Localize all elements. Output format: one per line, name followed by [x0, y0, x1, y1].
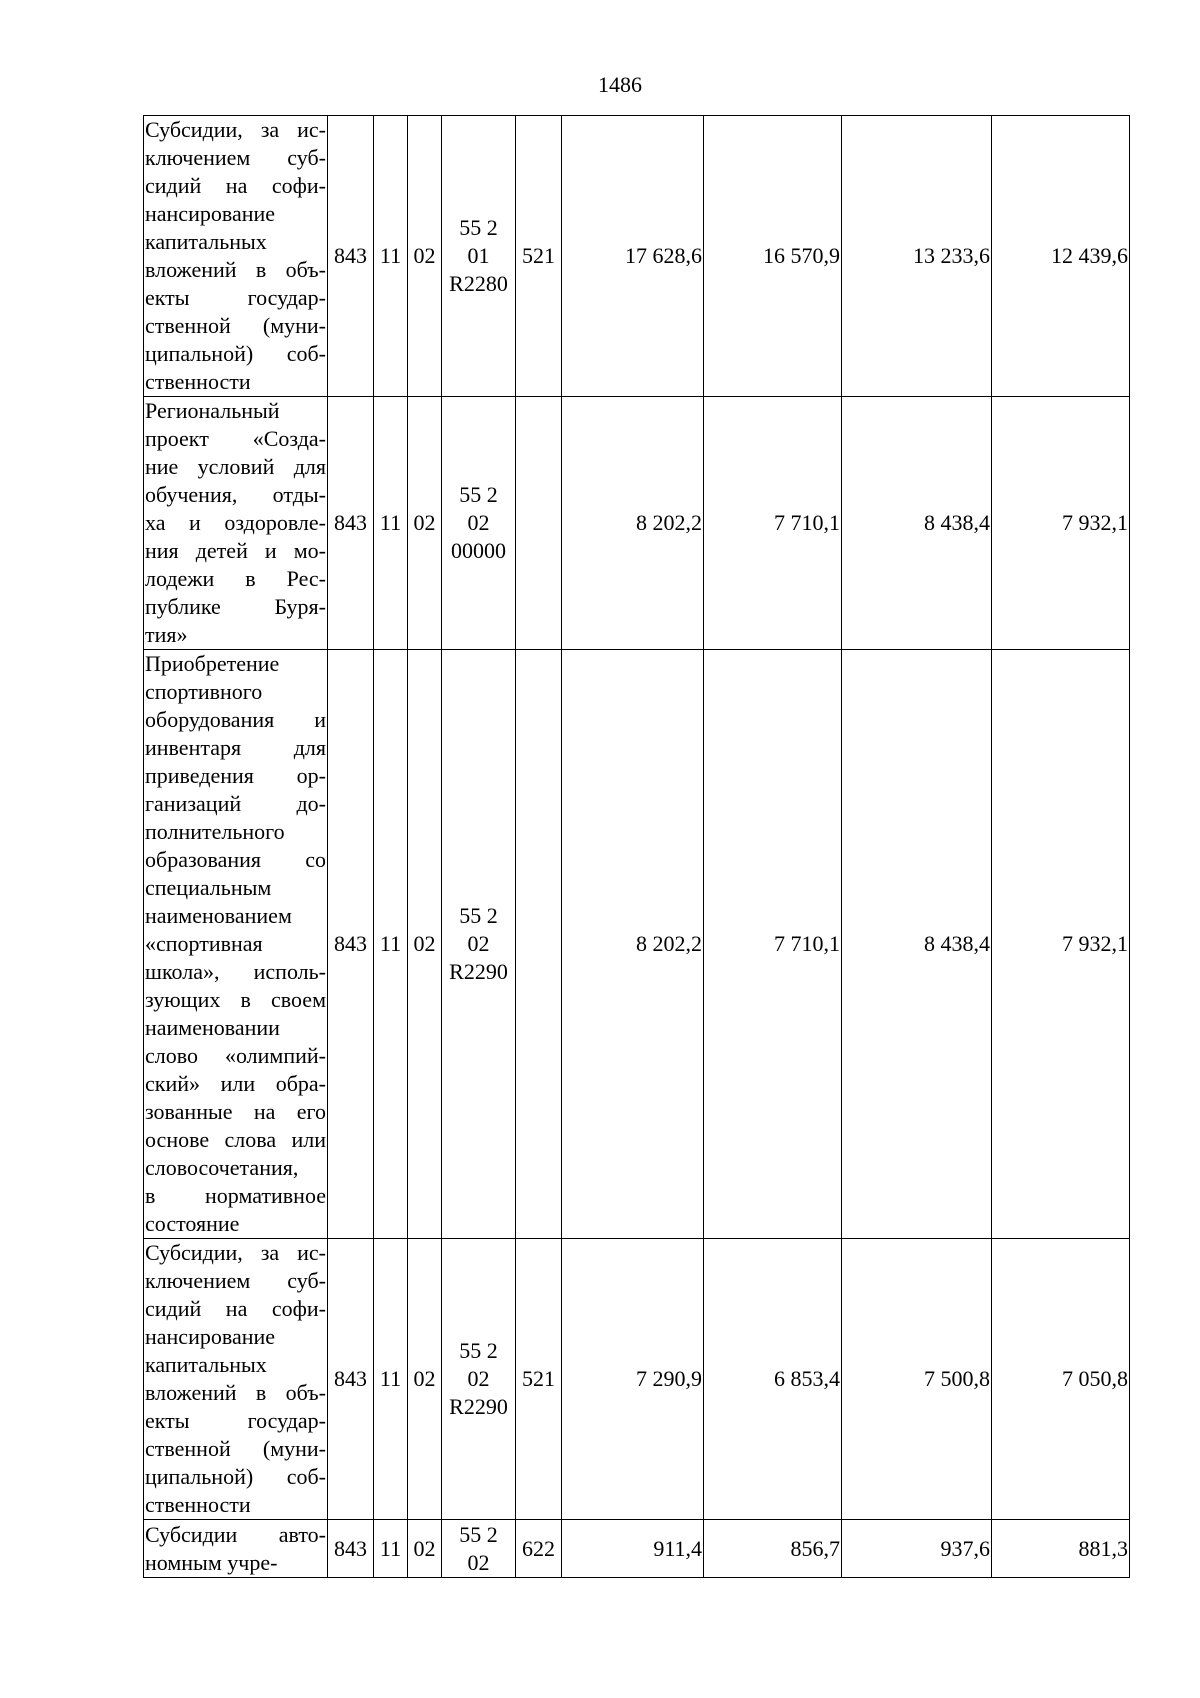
row-name-line: ский» или обра- — [145, 1071, 326, 1096]
row-name-line: ственности — [145, 1492, 251, 1517]
amount-cell-3: 937,6 — [842, 1520, 992, 1578]
target-article-line: 02 — [467, 1366, 490, 1391]
row-name-line: в нормативное — [145, 1183, 326, 1208]
admin-code-cell: 843 — [328, 1520, 374, 1578]
target-article-cell — [442, 650, 516, 1239]
row-name-line: приведения ор- — [145, 763, 326, 788]
amount-cell-1: 8 202,2 — [562, 650, 704, 1239]
target-article-line: 55 2 — [459, 1521, 498, 1547]
row-name-cell — [144, 397, 328, 650]
row-name-line: спортивного — [145, 679, 263, 704]
row-name-line: лодежи в Рес- — [145, 566, 326, 591]
section-code-cell: 11 — [374, 1520, 408, 1578]
amount-cell-3: 13 233,6 — [842, 116, 992, 397]
amount-cell-3: 8 438,4 — [842, 650, 992, 1239]
amount-cell-1: 7 290,9 — [562, 1239, 704, 1520]
target-article-cell — [442, 1520, 516, 1578]
row-name-cell — [144, 1239, 328, 1520]
row-name-cell — [144, 650, 328, 1239]
subsection-code-cell: 02 — [408, 650, 442, 1239]
row-name-line: ственной (муни- — [145, 1436, 326, 1461]
row-name-line: ха и оздоровле- — [145, 510, 326, 535]
expense-type-cell — [516, 650, 562, 1239]
table-row — [144, 116, 1130, 397]
row-name-line: слово «олимпий- — [145, 1043, 326, 1068]
target-article-cell — [442, 116, 516, 397]
row-name-cell — [144, 116, 328, 397]
row-name-line: нансирование — [145, 201, 276, 226]
row-name-line: полнительного — [145, 819, 285, 844]
row-name-line: екты государ- — [145, 285, 326, 310]
row-name-line: ственной (муни- — [145, 313, 326, 338]
budget-table — [143, 115, 1130, 1578]
section-code-cell: 11 — [374, 116, 408, 397]
subsection-code-cell: 02 — [408, 116, 442, 397]
amount-cell-2: 6 853,4 — [704, 1239, 842, 1520]
amount-cell-2: 16 570,9 — [704, 116, 842, 397]
expense-type-cell: 622 — [516, 1520, 562, 1578]
target-article-line: 02 — [467, 1549, 490, 1575]
target-article-line: 01 — [467, 243, 490, 268]
row-name-line: состояние — [145, 1211, 240, 1236]
amount-cell-2: 7 710,1 — [704, 397, 842, 650]
row-name-line: Субсидии, за ис- — [145, 1240, 326, 1265]
subsection-code-cell: 02 — [408, 1520, 442, 1578]
target-article-line: R2280 — [449, 271, 508, 296]
target-article-line: 00000 — [451, 538, 506, 563]
row-name-line: капитальных — [145, 1352, 267, 1377]
row-name-line: ние условий для — [145, 454, 326, 479]
expense-type-cell — [516, 397, 562, 650]
expense-type-cell: 521 — [516, 1239, 562, 1520]
row-name-line: Региональный — [145, 398, 280, 423]
amount-cell-1: 911,4 — [562, 1520, 704, 1578]
row-name-line: Приобретение — [145, 651, 280, 676]
row-name-line: ципальной) соб- — [145, 1464, 326, 1489]
row-name-line: капитальных — [145, 229, 267, 254]
section-code-cell: 11 — [374, 650, 408, 1239]
row-name-line: тия» — [145, 622, 188, 647]
admin-code-cell: 843 — [328, 397, 374, 650]
row-name-line: ганизаций до- — [145, 791, 326, 816]
row-name-line: «спортивная — [145, 931, 263, 956]
amount-cell-4: 881,3 — [992, 1520, 1130, 1578]
row-name-line: ния детей и мо- — [145, 538, 326, 563]
amount-cell-4: 7 932,1 — [992, 650, 1130, 1239]
row-name-line: наименованием — [145, 903, 292, 928]
row-name-line: специальным — [145, 875, 272, 900]
target-article-cell — [442, 397, 516, 650]
row-name-line: инвентаря для — [145, 735, 326, 760]
row-name-cell — [144, 1520, 328, 1578]
row-name-line: екты государ- — [145, 1408, 326, 1433]
row-name-line: обучения, отды- — [145, 482, 326, 507]
row-name-line: проект «Созда- — [145, 426, 326, 451]
row-name-line: словосочетания, — [145, 1155, 299, 1180]
target-article-line: 55 2 — [459, 215, 498, 240]
expense-type-cell: 521 — [516, 116, 562, 397]
target-article-line: 55 2 — [459, 482, 498, 507]
table-row — [144, 1520, 1130, 1578]
row-name-line: оборудования и — [145, 707, 326, 732]
row-name-line: ципальной) соб- — [145, 341, 326, 366]
amount-cell-4: 7 050,8 — [992, 1239, 1130, 1520]
table-row — [144, 397, 1130, 650]
row-name-line: основе слова или — [145, 1127, 326, 1152]
target-article-line: 55 2 — [459, 1338, 498, 1363]
row-name-line: Субсидии, за ис- — [145, 117, 326, 142]
target-article-cell — [442, 1239, 516, 1520]
admin-code-cell: 843 — [328, 116, 374, 397]
page-number: 1486 — [598, 72, 642, 97]
amount-cell-1: 8 202,2 — [562, 397, 704, 650]
section-code-cell: 11 — [374, 397, 408, 650]
table-row — [144, 650, 1130, 1239]
table-row — [144, 1239, 1130, 1520]
amount-cell-2: 7 710,1 — [704, 650, 842, 1239]
row-name-line: школа», исполь- — [145, 959, 326, 984]
subsection-code-cell: 02 — [408, 397, 442, 650]
admin-code-cell: 843 — [328, 1239, 374, 1520]
row-name-line: нансирование — [145, 1324, 276, 1349]
target-article-line: R2290 — [449, 959, 508, 984]
target-article-line: 02 — [467, 510, 490, 535]
row-name-line: сидий на софи- — [145, 1296, 326, 1321]
row-name-line: вложений в объ- — [145, 1380, 326, 1405]
amount-cell-4: 12 439,6 — [992, 116, 1130, 397]
subsection-code-cell: 02 — [408, 1239, 442, 1520]
row-name-line: наименовании — [145, 1015, 280, 1040]
row-name-line: зующих в своем — [145, 987, 326, 1012]
row-name-line: ключением суб- — [145, 1268, 326, 1293]
admin-code-cell: 843 — [328, 650, 374, 1239]
row-name-line: образования со — [145, 847, 326, 872]
row-name-line: номным учре- — [145, 1549, 278, 1575]
amount-cell-3: 7 500,8 — [842, 1239, 992, 1520]
row-name-line: ственности — [145, 369, 251, 394]
row-name-line: сидий на софи- — [145, 173, 326, 198]
target-article-line: R2290 — [449, 1394, 508, 1419]
row-name-line: зованные на его — [145, 1099, 326, 1124]
row-name-line: публике Буря- — [145, 594, 326, 619]
row-name-line: Субсидии авто- — [145, 1521, 326, 1547]
row-name-line: ключением суб- — [145, 145, 326, 170]
amount-cell-2: 856,7 — [704, 1520, 842, 1578]
section-code-cell: 11 — [374, 1239, 408, 1520]
amount-cell-3: 8 438,4 — [842, 397, 992, 650]
target-article-line: 02 — [467, 931, 490, 956]
amount-cell-1: 17 628,6 — [562, 116, 704, 397]
amount-cell-4: 7 932,1 — [992, 397, 1130, 650]
row-name-line: вложений в объ- — [145, 257, 326, 282]
table-body — [144, 116, 1130, 1578]
target-article-line: 55 2 — [459, 903, 498, 928]
